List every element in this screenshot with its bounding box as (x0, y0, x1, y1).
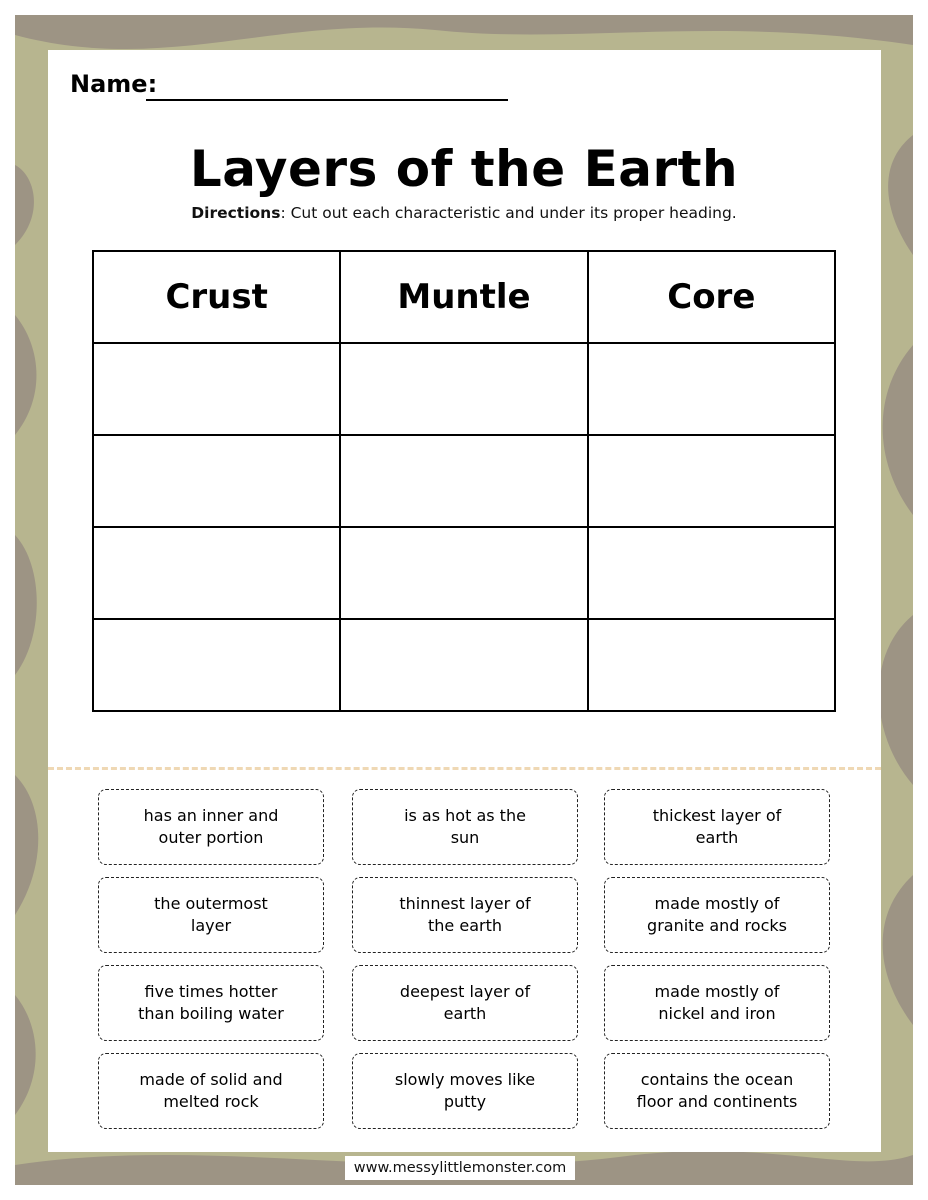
cut-card: deepest layer of earth (352, 965, 578, 1041)
drop-cell (93, 619, 340, 711)
drop-cell (340, 343, 587, 435)
table-row (93, 619, 835, 711)
drop-cell (340, 619, 587, 711)
drop-cell (588, 343, 835, 435)
footer-url: www.messylittlemonster.com (345, 1156, 575, 1180)
table-header-row (93, 251, 835, 343)
drop-cell (93, 527, 340, 619)
drop-cell (340, 527, 587, 619)
drop-cell (93, 435, 340, 527)
name-write-line (146, 99, 508, 101)
table-row (93, 435, 835, 527)
drop-cell (588, 435, 835, 527)
drop-cell (340, 435, 587, 527)
drop-cell (93, 343, 340, 435)
drop-cell (588, 527, 835, 619)
header-crust: Crust (93, 251, 340, 343)
sorting-table (92, 250, 836, 712)
cut-card: the outermost layer (98, 877, 324, 953)
drop-cell (588, 619, 835, 711)
cut-card: thickest layer of earth (604, 789, 830, 865)
directions-text: : Cut out each characteristic and under its proper heading. (280, 204, 737, 222)
table-row (93, 527, 835, 619)
cut-card: made mostly of granite and rocks (604, 877, 830, 953)
worksheet-title: Layers of the Earth (189, 140, 739, 198)
cut-card: thinnest layer of the earth (352, 877, 578, 953)
directions (0, 204, 928, 222)
name-label: Name: (70, 70, 158, 98)
cut-card: contains the ocean floor and continents (604, 1053, 830, 1129)
cut-card: made of solid and melted rock (98, 1053, 324, 1129)
header-mantle: Muntle (340, 251, 587, 343)
cut-card: made mostly of nickel and iron (604, 965, 830, 1041)
cut-card: is as hot as the sun (352, 789, 578, 865)
table-row (93, 343, 835, 435)
header-core: Core (588, 251, 835, 343)
cut-card: has an inner and outer portion (98, 789, 324, 865)
directions-label: Directions (191, 204, 281, 222)
cut-out-cards (98, 789, 832, 1134)
cut-card: five times hotter than boiling water (98, 965, 324, 1041)
cut-line (48, 767, 881, 770)
cut-card: slowly moves like putty (352, 1053, 578, 1129)
